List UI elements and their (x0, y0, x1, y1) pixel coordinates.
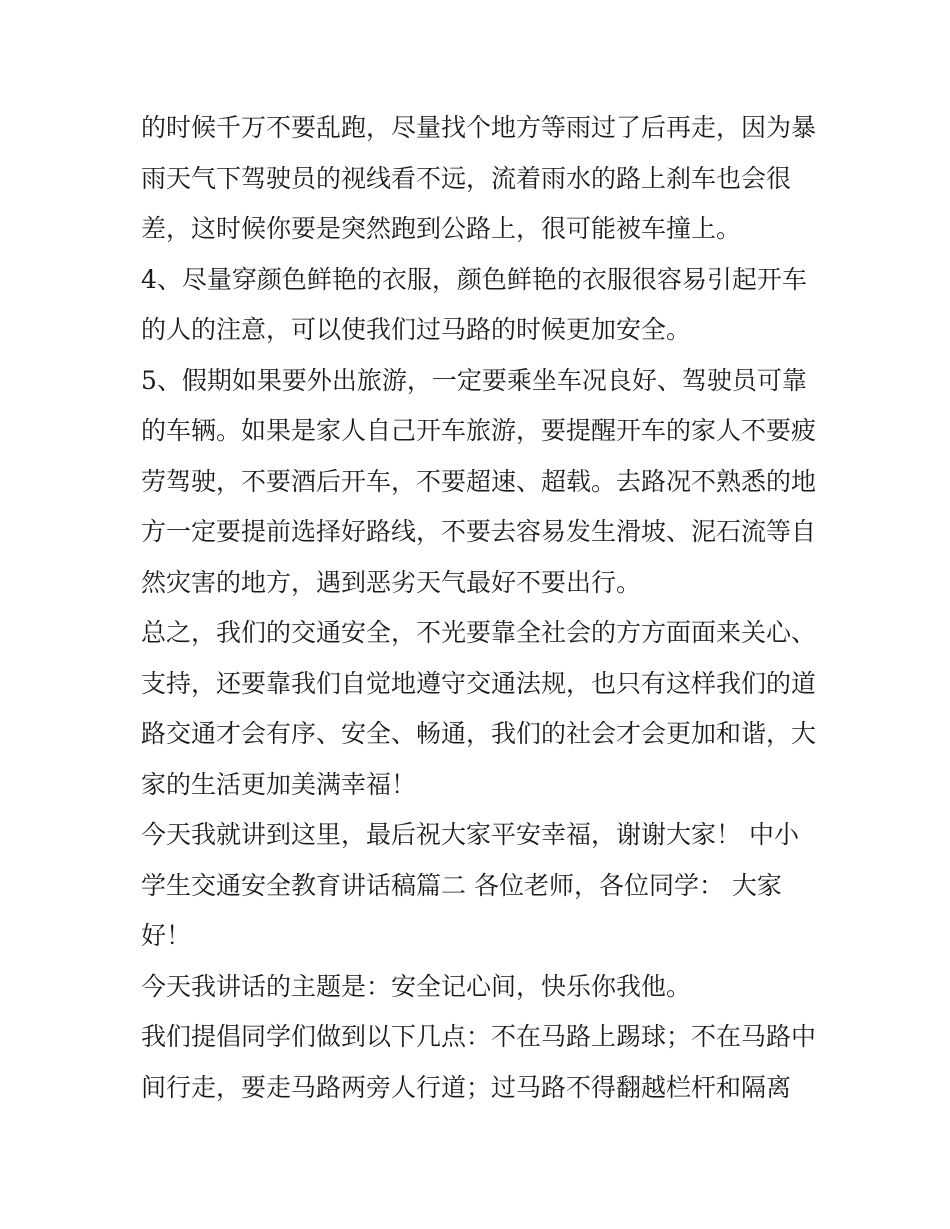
text-line: 学生交通安全教育讲话稿篇二 各位老师，各位同学： 大家 (141, 870, 782, 900)
text-line: 间行走，要走马路两旁人行道；过马路不得翻越栏杆和隔离 (141, 1072, 792, 1102)
text-line: 的时候千万不要乱跑，尽量找个地方等雨过了后再走，因为暴 (141, 113, 817, 142)
text-line: 的人的注意，可以使我们过马路的时候更加安全。 (141, 315, 692, 344)
text-line: 雨天气下驾驶员的视线看不远，流着雨水的路上刹车也会很 (141, 163, 792, 193)
text-line: 劳驾驶，不要酒后开车，不要超速、超载。去路况不熟悉的地 (141, 466, 817, 496)
text-line: 然灾害的地方，遇到恶劣天气最好不要出行。 (141, 567, 642, 597)
text-line: 家的生活更加美满幸福！ (141, 769, 417, 799)
text-line: 今天我讲话的主题是：安全记心间，快乐你我他。 (141, 971, 692, 1001)
text-line: 支持，还要靠我们自觉地遵守交通法规，也只有这样我们的道 (141, 668, 817, 698)
text-line: 好！ (141, 921, 192, 950)
text-line: 5、假期如果要外出旅游，一定要乘坐车况良好、驾驶员可靠 (141, 365, 807, 395)
text-line: 总之，我们的交通安全，不光要靠全社会的方方面面来关心、 (141, 618, 817, 647)
text-line: 的车辆。如果是家人自己开车旅游，要提醒开车的家人不要疲 (141, 416, 817, 445)
text-line: 我们提倡同学们做到以下几点：不在马路上踢球；不在马路中 (141, 1022, 817, 1051)
text-line: 路交通才会有序、安全、畅通，我们的社会才会更加和谐，大 (141, 719, 817, 748)
text-line: 方一定要提前选择好路线，不要去容易发生滑坡、泥石流等自 (141, 517, 817, 546)
text-line: 差，这时候你要是突然跑到公路上，很可能被车撞上。 (141, 214, 742, 243)
text-line: 今天我就讲到这里，最后祝大家平安幸福，谢谢大家！ 中小 (141, 820, 799, 849)
text-line: 4、尽量穿颜色鲜艳的衣服，颜色鲜艳的衣服很容易引起开车 (141, 264, 807, 294)
document-body (141, 103, 821, 1113)
